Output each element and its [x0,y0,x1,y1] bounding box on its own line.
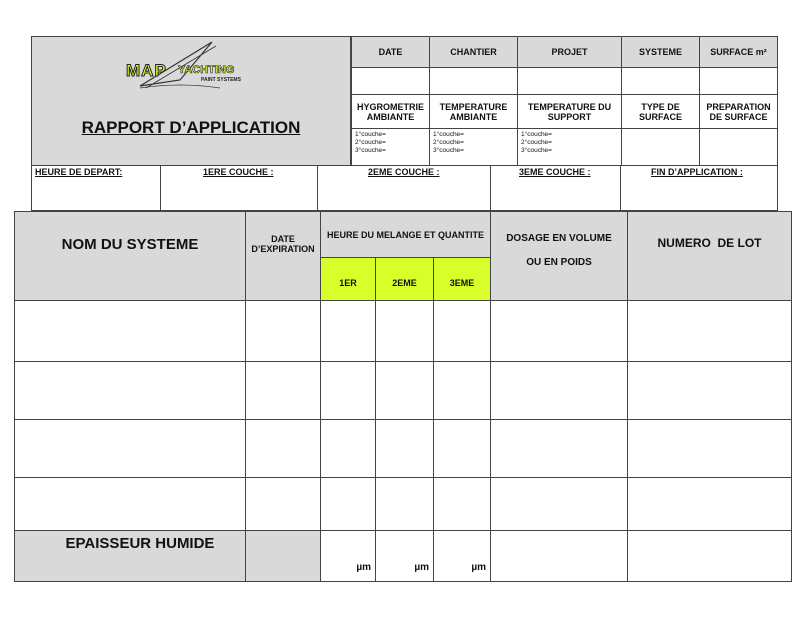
table-row-2-dosage[interactable] [490,361,628,420]
table-row-2-lot[interactable] [627,361,792,420]
header-col-systeme: SYSTEME [621,36,700,68]
coat-label: 3°couche= [355,147,386,154]
time-cell-coat2[interactable] [317,165,491,211]
type-surface-input-cell[interactable] [621,128,700,166]
coat-label: 3°couche= [521,147,552,154]
table-row-3-dosage[interactable] [490,419,628,478]
time-label-depart: HEURE DE DEPART: [35,167,123,177]
col-header-lot [627,211,792,301]
mix-sub-2eme: 2EME [375,257,434,301]
header-temp-support: TEMPERATURE DU SUPPORT [517,94,622,129]
table-row-2-mix2[interactable] [375,361,434,420]
logo-sub-text: PAINT SYSTEMS [201,77,241,83]
temp-support-coats[interactable] [517,128,622,166]
unit-label: µm [471,562,486,573]
coat-label: 1°couche= [433,131,464,138]
header-col-date: DATE [351,36,430,68]
table-row-2-date[interactable] [245,361,321,420]
footer-epaisseur-label: EPAISSEUR HUMIDE [65,535,215,552]
time-label-coat3: 3EME COUCHE : [519,167,591,177]
table-row-4-mix2[interactable] [375,477,434,531]
footer-dosage-cell[interactable] [490,530,628,582]
table-row-3-lot[interactable] [627,419,792,478]
coat-label: 1°couche= [355,131,386,138]
projet-input-cell[interactable] [517,67,622,95]
table-row-1-system[interactable] [14,300,246,362]
footer-epaisseur-label-cell [14,530,246,582]
table-row-4-date[interactable] [245,477,321,531]
table-row-1-date[interactable] [245,300,321,362]
header-type-surface: TYPE DE SURFACE [621,94,700,129]
table-row-2-system[interactable] [14,361,246,420]
unit-label: µm [414,562,429,573]
time-cell-fin[interactable] [620,165,778,211]
table-row-4-mix1[interactable] [320,477,376,531]
footer-um-2[interactable] [375,530,434,582]
coat-label: 2°couche= [433,139,464,146]
time-label-coat1: 1ERE COUCHE : [203,167,274,177]
surface-input-cell[interactable] [699,67,778,95]
time-cell-depart[interactable] [31,165,161,211]
coat-label: 1°couche= [521,131,552,138]
coat-label: 2°couche= [355,139,386,146]
hygrometrie-coats[interactable] [351,128,430,166]
table-row-4-mix3[interactable] [433,477,491,531]
header-hygrometrie: HYGROMETRIE AMBIANTE [351,94,430,129]
table-row-4-lot[interactable] [627,477,792,531]
table-row-1-dosage[interactable] [490,300,628,362]
table-row-3-system[interactable] [14,419,246,478]
col-header-system [14,211,246,301]
col-header-mix [320,211,491,258]
table-row-2-mix3[interactable] [433,361,491,420]
table-row-4-system[interactable] [14,477,246,531]
header-temp-ambiante: TEMPERATURE AMBIANTE [429,94,518,129]
time-label-fin: FIN D’APPLICATION : [651,167,743,177]
footer-um-1[interactable] [320,530,376,582]
table-row-2-mix1[interactable] [320,361,376,420]
report-title: RAPPORT D’APPLICATION [81,118,301,137]
table-row-4-dosage[interactable] [490,477,628,531]
logo-brand-text: YACHTING [178,64,235,76]
col-header-system-text: NOM DU SYSTEME [61,236,199,253]
mix-sub-1er: 1ER [320,257,376,301]
header-col-surface: SURFACE m² [699,36,778,68]
footer-um-3[interactable] [433,530,491,582]
table-row-3-mix3[interactable] [433,419,491,478]
logo-map-text: MAP [126,61,167,80]
col-header-date [245,211,321,301]
unit-label: µm [356,562,371,573]
table-row-1-mix2[interactable] [375,300,434,362]
col-header-date-text: DATE D’EXPIRATION [251,234,315,254]
time-cell-coat1[interactable] [160,165,318,211]
table-row-3-mix2[interactable] [375,419,434,478]
mix-sub-3eme: 3EME [433,257,491,301]
table-row-1-lot[interactable] [627,300,792,362]
table-row-3-mix1[interactable] [320,419,376,478]
col-header-lot-text: NUMERO DE LOT [657,236,762,250]
date-input-cell[interactable] [351,67,430,95]
footer-lot-cell[interactable] [627,530,792,582]
coat-label: 2°couche= [521,139,552,146]
col-header-dosage-line1: DOSAGE EN VOLUME [506,233,612,244]
header-col-chantier: CHANTIER [429,36,518,68]
col-header-dosage-line2: OU EN POIDS [526,257,592,268]
header-preparation: PREPARATION DE SURFACE [699,94,778,129]
table-row-1-mix1[interactable] [320,300,376,362]
col-header-dosage [490,211,628,301]
preparation-input-cell[interactable] [699,128,778,166]
systeme-input-cell[interactable] [621,67,700,95]
temp-ambiante-coats[interactable] [429,128,518,166]
col-header-mix-text: HEURE DU MELANGE ET QUANTITE [326,229,484,240]
coat-label: 3°couche= [433,147,464,154]
time-cell-coat3[interactable] [490,165,621,211]
footer-date-cell [245,530,321,582]
time-label-coat2: 2EME COUCHE : [368,167,440,177]
chantier-input-cell[interactable] [429,67,518,95]
table-row-3-date[interactable] [245,419,321,478]
header-col-projet: PROJET [517,36,622,68]
table-row-1-mix3[interactable] [433,300,491,362]
